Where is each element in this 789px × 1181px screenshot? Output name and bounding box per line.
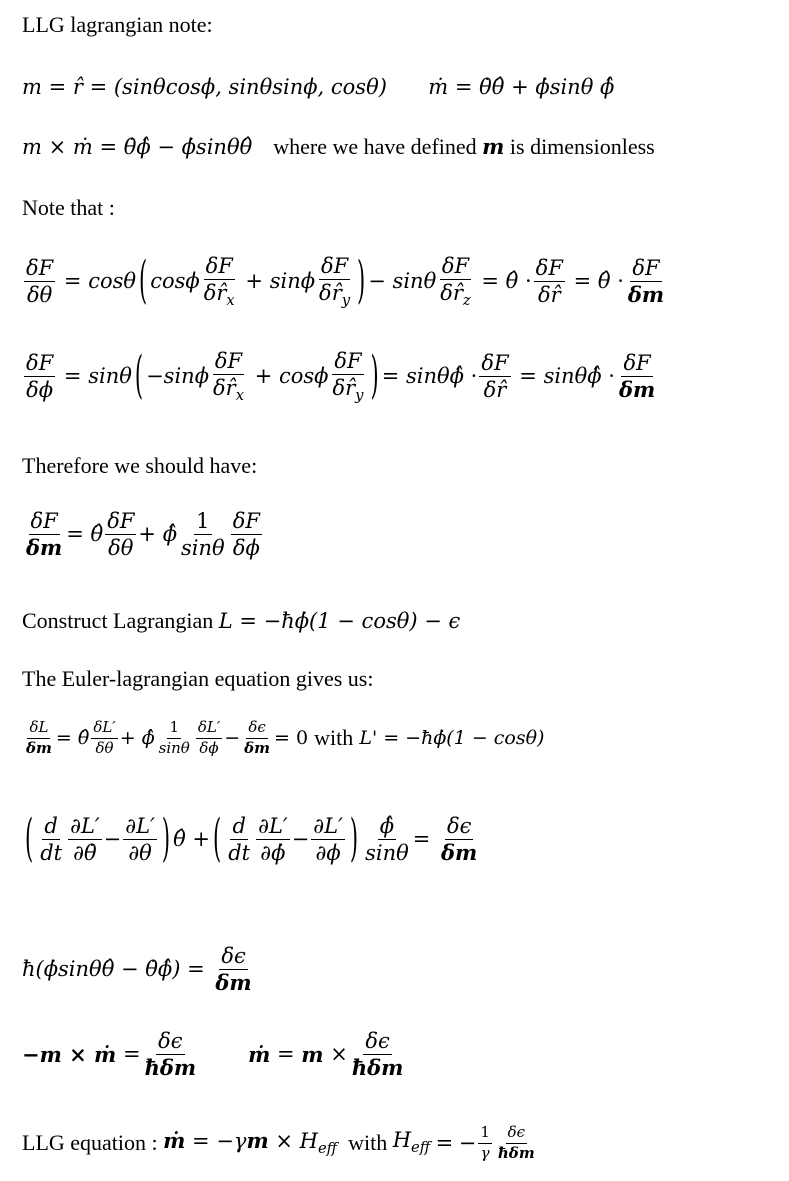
m-equals-rhat: m = r̂ = (sinθcosϕ, sinθsinϕ, cosθ) bbox=[22, 75, 387, 99]
plus-sign: + bbox=[119, 726, 136, 749]
denominator: ∂ϕ̇ bbox=[260, 841, 286, 866]
equals-sign: = bbox=[55, 726, 72, 749]
mdot-expansion: ṁ = θ̇θ̂ + ϕ̇sinθ ϕ̂ bbox=[428, 75, 615, 99]
equation-m-cross-mdot bbox=[22, 136, 655, 158]
numerator: 1 bbox=[194, 510, 211, 535]
numerator: δF bbox=[213, 350, 244, 375]
subscript-y: y bbox=[355, 387, 364, 405]
denominator: ħδm bbox=[497, 1143, 535, 1162]
cos-phi: cosϕ bbox=[278, 364, 329, 389]
equals-sign: = bbox=[122, 1042, 141, 1067]
denominator: ∂ϕ bbox=[315, 841, 341, 866]
with-text: with bbox=[314, 725, 354, 751]
note-text-end: is dimensionless bbox=[509, 134, 655, 159]
equation-dF-dtheta bbox=[22, 251, 668, 310]
delta-rhat: δr̂ bbox=[319, 281, 342, 306]
llg-equation: ṁ = $-\gamma m \times H_{eff}$ bbox=[163, 1127, 338, 1157]
denominator: sinθ bbox=[158, 738, 190, 757]
equals-sign: = bbox=[381, 364, 400, 389]
numerator: δF bbox=[29, 510, 60, 535]
subscript-y: y bbox=[341, 292, 351, 310]
numerator: d bbox=[42, 815, 59, 840]
theta-hat: θ̂ bbox=[77, 726, 90, 749]
denominator bbox=[317, 280, 352, 309]
theta-hat: θ̂ bbox=[505, 269, 519, 294]
construct-lagrangian-line bbox=[22, 610, 460, 632]
denominator: ħδm bbox=[144, 1055, 197, 1081]
delta-rhat: δr̂ bbox=[440, 281, 463, 306]
delta-rhat: δr̂ bbox=[332, 376, 356, 401]
denominator: δm bbox=[26, 738, 52, 757]
numerator: 1 bbox=[478, 1125, 492, 1144]
plus-sign: + bbox=[254, 364, 273, 389]
denominator: γ bbox=[480, 1143, 490, 1162]
denominator: δϕ bbox=[199, 738, 219, 757]
equals-sign: = bbox=[274, 726, 290, 749]
zero: 0 bbox=[296, 726, 309, 749]
equation-cross-products bbox=[22, 1030, 407, 1079]
sin-theta: sinθ bbox=[88, 364, 132, 389]
denominator: dt bbox=[40, 841, 63, 866]
denominator: ∂θ̇ bbox=[73, 841, 97, 866]
equation-dL-dm bbox=[22, 720, 544, 757]
with-text: with bbox=[348, 1130, 388, 1156]
sin-theta: sinθ bbox=[392, 269, 437, 294]
equals-sign: = bbox=[412, 827, 431, 852]
equals-sign: = bbox=[66, 522, 84, 547]
dot-operator: · bbox=[608, 364, 615, 389]
numerator: δF bbox=[479, 352, 510, 377]
construct-label: Construct Lagrangian bbox=[22, 608, 214, 633]
therefore-label: Therefore we should have: bbox=[22, 453, 258, 478]
equation-euler-lagrange bbox=[22, 809, 481, 868]
left-paren: ( bbox=[134, 346, 144, 405]
numerator: δϵ bbox=[445, 815, 473, 840]
numerator: δϵ bbox=[219, 945, 247, 970]
numerator: δF bbox=[105, 510, 136, 535]
neg-m-cross-mdot: −m × ṁ bbox=[22, 1042, 117, 1068]
right-paren: ) bbox=[161, 809, 171, 868]
denominator: δθ bbox=[108, 536, 134, 561]
phi-hat: ϕ̂ bbox=[162, 522, 178, 547]
times-sign: × bbox=[330, 1042, 348, 1067]
denominator: δr̂ bbox=[537, 283, 561, 308]
right-paren: ) bbox=[370, 346, 379, 405]
sin-phi: sinϕ bbox=[269, 269, 316, 294]
note-that-label: Note that : bbox=[22, 195, 115, 220]
numerator: δF bbox=[204, 255, 235, 280]
theta-hat: θ̂ bbox=[90, 522, 104, 547]
m-vector: m bbox=[301, 1042, 324, 1068]
phi-hat: ϕ̂ bbox=[141, 726, 155, 749]
denominator: dt bbox=[228, 841, 251, 866]
delta-rhat: δr̂ bbox=[203, 281, 227, 306]
llg-equation-line bbox=[22, 1125, 539, 1162]
equals-sign: = bbox=[435, 1130, 454, 1155]
subscript-z: z bbox=[462, 292, 471, 310]
equals-sign: = bbox=[573, 269, 592, 294]
phi-hat: ϕ̂ bbox=[449, 364, 464, 389]
denominator: δm bbox=[26, 535, 63, 561]
numerator: δϵ bbox=[246, 720, 267, 739]
numerator: δL′ bbox=[91, 720, 117, 739]
equation-hbar bbox=[22, 945, 256, 994]
numerator: δF bbox=[24, 257, 55, 282]
sin-theta: sinθ bbox=[543, 364, 588, 389]
document-title: LLG lagrangian note: bbox=[22, 12, 213, 37]
cross-product-equation: m × ṁ = θ̇ϕ̂ − ϕ̇sinθθ̂ bbox=[22, 135, 253, 159]
denominator: δm bbox=[441, 840, 478, 866]
numerator: ∂L′ bbox=[123, 815, 157, 840]
equation-m-definition bbox=[22, 77, 614, 98]
equals-sign: = bbox=[63, 269, 82, 294]
denominator bbox=[202, 280, 237, 309]
note-text: where we have defined bbox=[273, 134, 477, 159]
heff-lhs: $H_{eff}$ bbox=[392, 1128, 431, 1157]
denominator: δm bbox=[627, 282, 665, 308]
subscript-x: x bbox=[226, 292, 235, 310]
denominator: δm bbox=[215, 970, 252, 996]
plus-sign: + bbox=[138, 522, 157, 547]
numerator: ∂L′ bbox=[256, 815, 290, 840]
denominator: δθ bbox=[95, 738, 114, 757]
cos-theta: cosθ bbox=[88, 269, 137, 294]
denominator: δr̂ bbox=[483, 378, 507, 403]
subscript-x: x bbox=[235, 387, 244, 405]
numerator: δϵ bbox=[506, 1125, 527, 1144]
numerator: δϵ bbox=[363, 1030, 391, 1055]
right-paren: ) bbox=[357, 251, 366, 310]
minus-sign: − bbox=[291, 827, 310, 852]
numerator: d bbox=[230, 815, 247, 840]
numerator: δF bbox=[440, 255, 471, 280]
bold-m-symbol: m bbox=[482, 134, 505, 159]
plus-sign: + bbox=[245, 269, 264, 294]
plus-sign: + bbox=[192, 827, 211, 852]
equals-sign: = bbox=[481, 269, 499, 294]
numerator: ϕ̂ bbox=[378, 815, 396, 840]
denominator bbox=[211, 375, 246, 404]
numerator: ∂L′ bbox=[68, 815, 102, 840]
denominator: δϕ bbox=[26, 378, 54, 403]
dot-operator: · bbox=[470, 364, 478, 389]
numerator: δF bbox=[332, 350, 363, 375]
lagrangian-equation: L = −ħϕ̇(1 − cosθ) − ϵ bbox=[218, 609, 461, 633]
minus-sign: − bbox=[103, 827, 122, 852]
denominator bbox=[438, 280, 472, 309]
numerator: δL′ bbox=[196, 720, 222, 739]
mdot: ṁ bbox=[248, 1042, 271, 1068]
numerator: δF bbox=[534, 257, 565, 282]
sin-theta: sinθ bbox=[405, 364, 450, 389]
phi-hat: ϕ̂ bbox=[587, 364, 602, 389]
numerator: δF bbox=[231, 510, 262, 535]
dot-operator: · bbox=[524, 269, 532, 294]
denominator: δm bbox=[618, 377, 656, 403]
denominator bbox=[330, 375, 365, 404]
equals-sign: = bbox=[276, 1042, 295, 1067]
denominator: δϕ bbox=[232, 536, 260, 561]
left-paren: ( bbox=[213, 809, 222, 868]
numerator: δϵ bbox=[156, 1030, 184, 1055]
llg-label: LLG equation : bbox=[22, 1130, 158, 1156]
numerator: δF bbox=[621, 352, 652, 377]
theta-hat: θ̂ bbox=[597, 269, 611, 294]
numerator: δF bbox=[319, 255, 350, 280]
numerator: 1 bbox=[167, 720, 181, 739]
dot-operator: · bbox=[617, 269, 624, 294]
denominator: δθ bbox=[26, 283, 53, 308]
minus-sign: − bbox=[458, 1130, 477, 1155]
numerator: δF bbox=[630, 257, 661, 282]
equals-sign: = bbox=[519, 364, 537, 389]
equals-sign: = bbox=[63, 364, 82, 389]
euler-intro-text: The Euler-lagrangian equation gives us: bbox=[22, 666, 374, 691]
equals-sign: = bbox=[187, 957, 205, 982]
denominator: ∂θ bbox=[128, 841, 152, 866]
numerator: δL bbox=[27, 720, 50, 739]
minus-sin-phi: −sinϕ bbox=[146, 364, 210, 389]
numerator: ∂L′ bbox=[311, 815, 345, 840]
numerator: δF bbox=[24, 352, 55, 377]
denominator: δm bbox=[244, 738, 271, 757]
right-paren: ) bbox=[349, 809, 359, 868]
hbar-lhs: ħ(ϕ̇sinθθ̂ − θ̇ϕ̂) bbox=[22, 957, 181, 982]
equation-dF-dphi bbox=[22, 346, 659, 405]
left-paren: ( bbox=[139, 251, 148, 310]
delta-rhat: δr̂ bbox=[213, 376, 236, 401]
denominator: sinθ bbox=[181, 536, 225, 561]
cos-phi: cosϕ bbox=[150, 269, 200, 294]
minus-sign: − bbox=[368, 269, 386, 294]
L-prime-definition: L' = −ħϕ̇(1 − cosθ) bbox=[359, 726, 545, 749]
left-paren: ( bbox=[25, 809, 34, 868]
denominator: sinθ bbox=[365, 841, 409, 866]
minus-sign: − bbox=[224, 726, 241, 749]
theta-hat: θ̂ bbox=[173, 827, 186, 852]
denominator: ħδm bbox=[351, 1055, 404, 1081]
equation-dF-dm bbox=[22, 510, 264, 559]
